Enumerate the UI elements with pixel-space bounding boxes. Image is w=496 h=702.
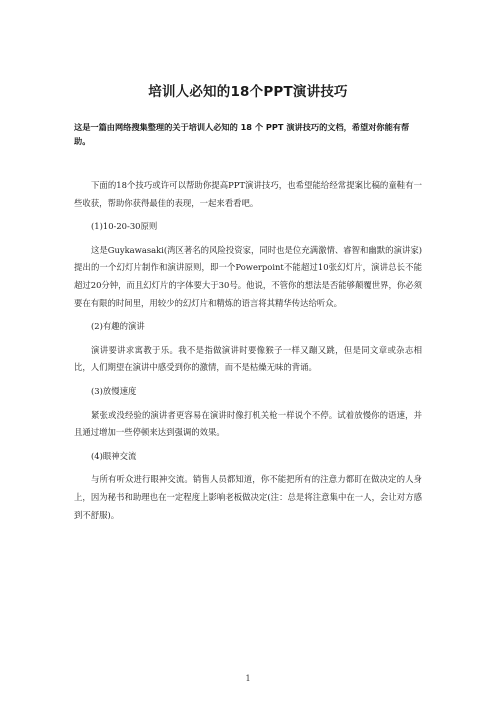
section-paragraph-2: 演讲要讲求寓教于乐。我不是指做演讲时要像猴子一样又蹦又跳，但是同文章或杂志相比，人们期望在演讲中感受到你的激情，而不是枯燥无味的背诵。 (74, 344, 422, 373)
section-heading-1: (1)10-20-30原则 (91, 221, 158, 232)
document-summary: 这是一篇由网络搜集整理的关于培训人必知的 18 个 PPT 演讲技巧的文档，希望对你能有帮助。 (74, 122, 410, 146)
section-paragraph-1: 这是Guykawasaki(湾区著名的风险投资家，同时也是位充满激情、睿智和幽默的演讲家)提出的一个幻灯片制作和演讲原则，即一个Powerpoint不能超过10张幻灯片，演讲总长不能超过20分钟，而且幻灯片的字体要大于30号。他说，不管你的想法是否能够颠覆世界，你必须要在有限的时间里，用较少的幻灯片和精炼的语言将其精华传达给听众。 (74, 244, 422, 308)
document-body (74, 177, 422, 530)
intro-paragraph: 下面的18个技巧或许可以帮助你提高PPT演讲技巧，也希望能给经常提案比稿的童鞋有一些收获，帮助你获得最佳的表现，一起来看看吧。 (74, 180, 422, 208)
section-paragraph-3: 紧张或没经验的演讲者更容易在演讲时像打机关枪一样说个不停。试着放慢你的语速，并且通过增加一些停顿来达到强调的效果。 (74, 409, 422, 438)
section-paragraph-4: 与所有听众进行眼神交流。销售人员都知道，你不能把所有的注意力都盯在做决定的人身上，因为秘书和助理也在一定程度上影响老板做决定(注：总是将注意集中在一人，会让对方感到不舒服)。 (74, 474, 422, 520)
section-heading-2: (2)有趣的演讲 (91, 321, 145, 332)
section-heading-3: (3)放慢速度 (91, 385, 137, 396)
section-heading-4: (4)眼神交流 (91, 450, 137, 461)
page-number: 1 (245, 674, 251, 683)
document-title: 培训人必知的18个PPT演讲技巧 (148, 84, 348, 100)
